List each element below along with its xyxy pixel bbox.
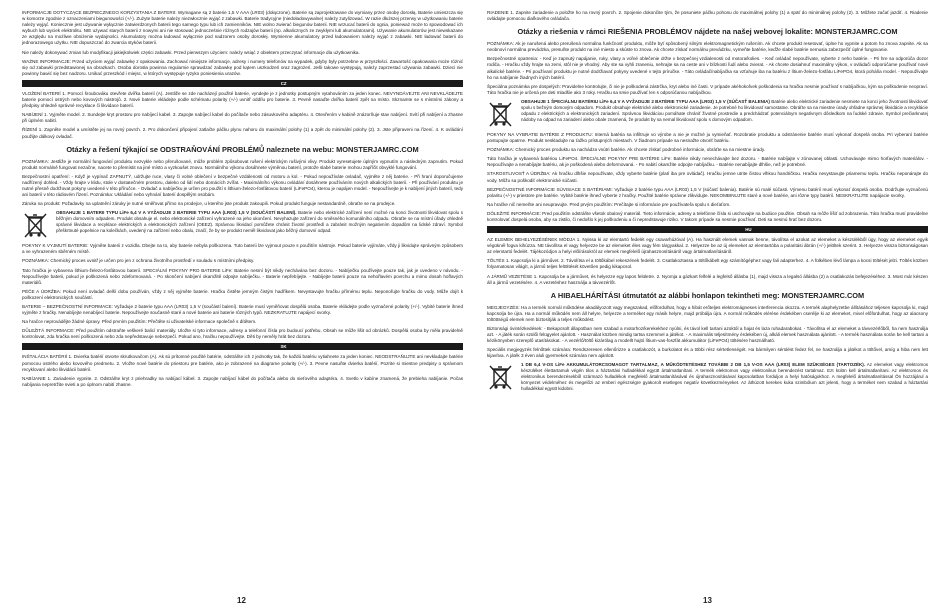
cz-recycling-box — [22, 210, 463, 240]
hu-instructions — [487, 237, 928, 286]
sk-notes — [487, 41, 928, 96]
text-paragraph: A JÁRMŰ VEZETÉSE 1. Kapcsolja be a járművet, és helyezze egy lapos felületre. 2. Nyomja a gázkart felfelé a legfelső állásba (1), majd vissza a legalsó állásba (2) a csatlakozás befejezéséhez. 3. Most már készen áll a jármű vezetésére. 4. A vezetéshez használja a távvezérlőt. — [487, 273, 928, 285]
page-number-right: 13 — [703, 596, 712, 605]
hu-notes — [487, 305, 928, 360]
text-paragraph: Bezpečnostné opatrenia: - Keď je zapnutý napájanie, ruky, vlasy a voľné oblečenie držte v bezpečnej vzdialenosti od motora/kolies. - Keď ovládač nepoužívate, vyberte z neho batérie. - Pri hre sa odporúča dozor rodiča. - Hračku vždy hrajte na zemi, stôl nie je vhodný. Aby ste sa vyhli zraneniu, nehrajte sa na ceste ani v blízkosti ľudí alebo zvierat. - Ak chcete dosiahnuť maximálny výkon, v ovládači odporúčame používať nové alkalické batérie. - Pri používaní produktu je nutné dodržiavať pokyny uvedené v tejto príručke. - Táto ovládač/nabíjačka sa vzťahuje iba na batériu z lítium-železo-fosfátu LiFePO4, ktorá poháňa model. - Nepoužívajte ho na nabíjanie žiadnych iných batérií. — [487, 56, 928, 80]
language-code-sk: SK — [280, 344, 287, 350]
sk-box-body: Batérie alebo elektrické zariadenie nesmiete na konci jeho životnosti likvidovať spolu s bežným domovým odpadom. Produkt obsahuje elektrické alebo elektronické zariadenie. Je potrebné ho likvidovať samostatne. Obráťte sa na miestne úrady ohľadne správnej likvidácie a recyklácie odpadu z elektrických a elektronických zariadení. Správnou likvidáciou pomáhate chrániť životné prostredie a predchádzať potenciálnym negatívnym dôsledkom na ľudské zdravie. Symbol prečiarknutej nádoby na odpad na zariadení alebo obale znamená, že produkt by sa nemal likvidovať spolu s domovým odpadom. — [521, 98, 928, 122]
sk-recycling-box — [487, 99, 928, 129]
text-paragraph: Na hračke nič nemeňte ani neupravujte. Pred prvým použitím: Prečítajte si informácie pre používateľa spolu s dieťaťom. — [487, 201, 731, 207]
hu-recycling-text — [521, 362, 928, 392]
cz-notes — [22, 159, 463, 208]
text-paragraph: POZNÁMKA: Ak je narušená alebo prerušená normálna funkčnosť produktu, môže byť spôsobený silným elektromagnetickým rušením. Ak chcete produkt resetovať, úplne ho vypnite a potom ho znova zapnite. Ak sa neobnoví normálna prevádzka, presuňte produkt na iné miesto a skúste to znova. Ak chcete získať normálnu prevádzku, vymeňte batérie, keďže slabé batérie nemusia zabezpečiť úplné fungovanie. — [487, 41, 928, 53]
language-bar-cz — [22, 80, 463, 87]
text-paragraph: WAŻNE INFORMACJE: Przed użyciem wyjąć zabawkę z opakowania. Zachować niniejsze informacje, adresy i numery telefonów na wypadek, gdyby były potrzebne w przyszłości. Zawartość opakowania może różnić się od zabawki przedstawionej na obrazkach. Osoba dorosła powinna regularnie sprawdzać zabawkę pod kątem uszkodzeń oraz zagrożeń. Jeśli takowe występują, należy zaprzestać używania zabawki. Dzieci nie powinny bawić się bez nadzoru. Unikać przeszkód i miejsc, w których występuje ryzyko poniesienia urazów. — [22, 58, 463, 76]
text-paragraph: Záruka na produkt: Požadavky na uplatnění záruky je nutné směřovat přímo na prodejce, u kterého jste produkt zakoupili. Pokud produkt funguje nestandardně, obraťte se na prodejce. — [22, 201, 396, 207]
crossed-bin-icon — [487, 362, 515, 392]
text-paragraph: AZ ELEMEK BEHELYEZÉSÉNEK MÓDJA 1. Nyissa ki az elemtartó fedelét egy csavarhúzóval (A). Ha használt elemek vannak benne, távolítsa el azokat az elemeket a készülékből úgy, hogy az elemeket egyik végüknél fogva kihúzza. NE távolítsa el vagy helyezze be az elemeket éles vagy fém tárgyakkal. 2. Helyezze be az új elemeket az elemtartóba a polaritási ábrán (+/-) jelöltek szerint. 3. Helyezze vissza biztonságosan az elemtartó fedelét. Tájékozódjon a helyi előírásokról az elemek megfelelő újrahasznosításáról vagy ártalmatlanításáról. — [487, 237, 928, 255]
text-paragraph: DŮLEŽITÁ INFORMACE: Před použitím odstraňte veškeré balicí materiály. Uložte si tyto informace, adresy a telefonní čísla pro budoucí potřebu. Obsah se může lišit od obrázků. Dospělá osoba by měla pravidelně kontrolovat, zda hračka není poškozená nebo zda nepředstavuje nebezpečí. Pokud ano, hračku nepoužívejte. Děti by neměly hrát bez dozoru. — [22, 328, 463, 340]
sk-instructions — [22, 354, 463, 387]
sk-recycling-text — [521, 99, 928, 129]
text-paragraph: BEZPEČNOSTNÉ INFORMÁCIE SÚVISIACE S BATÉRIAMI: Vyžaduje 2 batérie typu AAA (LR03) 1,5 V (súčasť balenia). Batérie sú malé súčasti. Výmenu batérií musí vykonať dospelá osoba. Dodržujte vyznačenú polaritu (+/-) v priestore pre batérie. Vybité batérie ihneď vyberte z hračky. Použité batérie správne zlikvidujte. NEKOMBINUJTE staré a nové batérie, ani rôzne typy batérií. NESKRATUJTE napájacie svorky. — [487, 186, 928, 198]
cz-recycling-text — [56, 210, 463, 240]
text-paragraph: BATERIE – BEZPEČNOSTNÍ INFORMACE: Vyžaduje 2 baterie typu AAA (LR03) 1,5 V (součástí balení). Baterie musí vyměňovat dospělá osoba. Baterie vkládejte podle vyznačené polarity (+/-). Vybité baterie ihned vyjměte z hračky. Nenabíjejte nenabíjecí baterie. Nepoužívejte současně staré a nové baterie ani baterie různých typů. NEZKRATUJTE napájecí svorky. — [22, 304, 463, 316]
text-paragraph: Speciális megjegyzés felnőttek számára: Rendszeresen ellenőrizze a csatlakozót, a burkolatot és a többi rész sértetlenségét. Ha bármilyen sérülést fedez fel, ne használja a játékot a töltővel, amíg a hiba nem lett kijavítva. A játék 3 éven aluli gyermekek számára nem ajánlott. — [487, 347, 928, 359]
text-paragraph: NABÍJANIE 1. Zariadenie vypnite. 2. Odstráňte kryt z priehradky na nabíjací kábel. 3. Zapojte nabíjací kábel do počítača alebo do sieťového adaptéra. 4. Svetlo v kabíne znamená, že prebieha nabíjanie. Počas nabíjania nepretržite svieti a po úplnom nabití zhasne. — [22, 375, 463, 387]
cz-battery-removal — [22, 243, 463, 264]
text-paragraph: INFORMACJE DOTYCZĄCE BEZPIECZNEGO KORZYSTANIA Z BATERII: Wymagane są 2 baterie 1,5 V AAA (LR03) (dołączone). Baterie są zaprojektowane do wymiany przez osobę dorosłą. Baterie umieszcza się w komorze zgodnie z oznaczeniami biegunowości (+/-). Zużyte baterie należy niezwłocznie wyjąć z zabawki. Baterie tradycyjne (niedoładowywalne) należy zutylizować. W razie dłuższej przerwy w użytkowaniu baterie należy wyjąć. Koniecznie jest używanie wyłącznie zatwierdzonych baterii tego samego typu lub ich zamienników. NIE wolno zwierać biegunów baterii. NIE wrzucać baterii do ognia, ponieważ może to spowodować ich wybuch lub wyciek elektrolitu. NIE używać starych baterii z nowymi ani nie stosować jednocześnie różnych rodzajów baterii (np. alkalicznych ze zwykłymi lub akumulatorami). Używanie akumulatorów jest niewskazane ze względu na możliwe obniżenie wydajności. Akumulatory można ładować wyłącznie pod nadzorem osoby dorosłej. Wymienne akumulatory przed ładowaniem należy wyjąć z zabawki. NIE ładować baterii do jednorazowego użytku. NIE dopuszczać do zwarcia styków baterii. — [22, 10, 463, 46]
hu-box-title: 1 DB 6,4 V-OS LiFe AKKUMULÁTORCSOMAGOT TARTALMAZ, A MŰKÖDTETÉSHEZ TOVÁBBI 2 DB 1,5 V-OS AAA (LR03) ELEM SZÜKSÉGES (TARTOZÉK). — [521, 362, 865, 368]
language-bar-hu — [487, 226, 928, 233]
language-bar-sk — [22, 343, 463, 350]
text-paragraph: Špeciálna poznámka pre dospelých: Pravidelne kontrolujte, či nie je poškodená zástrčka, kryt alebo iné časti. V prípade akéhokoľvek poškodenia sa hračka nesmie používať s nabíjačkou, kým sa poškodenie neopraví. Táto hračka nie je určená pre deti mladšie ako 3 roky. Hračku sa smie používať len s odporúčanou nabíjačkou. — [487, 83, 928, 95]
text-paragraph: ŘÍZENÍ 1. Zapněte model a umístěte jej na rovný povrch. 2. Pro dokončení připojení zatlačte páčku plynu nahoru do maximální polohy (1) a zpět do minimální polohy (2). 3. Jste připraveni na řízení. 4. K ovládání použijte dálkový ovladač. — [22, 127, 463, 139]
hu-box-body: Az elemeket vagy elektromos készüléket élettartamuk végén tilos a háztartási hulladékkal együtt ártalmatlanítani. A termék elektromos vagy elektronikus berendezést tartalmaz. Ezt külön kell ártalmatlanítani. Az elektromos és elektronikus berendezésekből származó hulladékok megfelelő ártalmatlanításával és újrahasznosításával kapcsolatban forduljon a helyi hatóságokhoz. A megfelelő ártalmatlanítással Ön hozzájárul a környezet védelméhez és megelőzi az emberi egészségre gyakorolt esetleges negatív következményeket. Az áthúzott kerekes kuka szimbólum azt jelenti, hogy a terméket nem szabad a háztartási hulladékkal együtt kidobni. — [521, 362, 928, 392]
sk-steering-section — [487, 10, 928, 22]
text-paragraph: Táto hračka je vybavená batériou LiFePO4. ŠPECIÁLNE POKYNY PRE BATÉRIE LiFe: Batérie nikdy nenechávajte bez dozoru. - Batérie nabíjajte v zónovanej oblasti. Uchovávajte mimo horľavých materiálov. - Nepoužívajte a nenabíjajte batériu, ak je poškodená alebo deformovaná. - Po nabití okamžite odpojte nabíjačku. - Batérie nenabíjajte dlhšie, než je potrebné. — [487, 156, 928, 168]
language-code-cz: CZ — [280, 80, 287, 86]
text-paragraph: RIADENIE 1. Zapnite zariadenie a položte ho na rovný povrch. 2. Spojenie dokončite tým, že posuniete páčku pohonu do maximálnej polohy (1) a späť do minimálnej polohy (2). 3. Môžete začať jazdiť. 4. Riadenie ovládajte pomocou diaľkového ovládača. — [487, 10, 928, 22]
text-paragraph: STAROSTLIVOSŤ A ÚDRŽBA: Ak hračku dlhšie nepoužívate, vždy vyberte batérie (platí iba pre ovládač). Hračku jemne utrite čistou vlhkou handričkou. Hračku nevystavujte priamemu teplu. Hračku neponárajte do vody. Môžu sa poškodiť elektronické súčasti. — [487, 171, 928, 183]
text-paragraph: Na hračce neprovádějte žádné úpravy. Před prvním použitím: Přečtěte si uživatelské informace společně s dítětem. — [22, 319, 257, 325]
right-page — [475, 0, 950, 609]
text-paragraph: POKYNY NA VYBRATIE BATÉRIE Z PRODUKTU: Interná batéria sa infiltruje vo výrobe a nie je možné ju vymieňať. Rozobratie produktu a odstránenie batérie musí vykonať dospelá osoba. Pri vyberaní batérie postupujte opatrne. Produkt neskladujte na ťažko prístupných miestach. V žiadnom prípade sa nesnažte otvoriť batériu. — [487, 131, 928, 144]
text-paragraph: POZNÁMKA: Jestliže je normální fungování produktu nezvykle nebo přerušované, může problém způsobovat rušení elektrickým rušivými vlivy. Produkt vyresetujete úplným vypnutím a následným zapnutím. Pokud produkt normálně fungovat nezačne, nacete to přemístit na jiné místo a vyzkoušet znovu. Normálního výkonu dosáhnete výměnou baterií, protože slabé baterie mohou zapříčit obvyklé fungování. — [22, 158, 463, 170]
sk-battery-care-safety — [487, 132, 928, 223]
cz-care-safety — [22, 268, 463, 341]
hu-recycling-box — [487, 362, 928, 392]
text-paragraph: POZNÁMKA: Chemický proces uvnitř je určen pro jen z ochrana životního prostředí v souladu s místními předpisy. — [22, 258, 255, 264]
left-intro-section — [22, 10, 463, 77]
text-paragraph: INŠTALÁCIA BATÉRIÍ 1. Dvierka batérií otvorte skrutkovačom (A). Ak sú prítomné použité batérie, odstráňte ich z jednotky tak, že každú batériu vytiahnete za jeden koniec. NEODSTRAŇUJTE ani nevkladajte batérie pomocou ostrého alebo kovového predmetu. 2. Vložte nové batérie do priestoru pre batérie, ako je zobrazené na diagrame polarity (+/-). 3. Pevne nasuňte dvierka batérií. Pozrite si miestne predpisy o správnom recyklovaní alebo likvidácii batérií. — [22, 354, 463, 372]
cz-instructions — [22, 91, 463, 140]
crossed-bin-icon — [22, 210, 50, 240]
text-paragraph: Tato hračka je vybavena lithium-železo-fosfátovou baterií. SPECIÁLNÍ POKYNY PRO BATERIE LiFe: Baterie nesmí být nikdy nechávána bez dozoru. - Nabíječku používejte pouze tak, jak je uvedeno v návodu. - Nepoužívejte baterii, pokud je poškozená nebo zdeformovaná. - Po skončení nabíjení okamžitě odpojte nabíječku. - Baterie nepřebíjejte. - Nabíjejte baterii pouze na nehořlavém povrchu a mimo dosah hořlavých materiálů. — [22, 267, 463, 285]
cz-box-body: Baterie nebo elektrické zařízení není možné na konci životnosti likvidovat spolu s běžným domovním odpadem. Produkt obsahuje el. nebo elektronické zařízení vyhrazené na jeho ukončení. Nevyhazujte zařízení do směsného komunálního odpadu. Obraťte se na místní úřady ohledně správné likvidace a recyklace elektrických a elektronických zařízení (OEEZ). Správnou likvidací pomůžete chránit životní prostředí a zabránit možným negativním dopadům na lidské zdraví. Symbol přeškrtnuté popelnice na kolečkách, uvedený na zařízení nebo obalu, značí, že by se produkt neměl likvidovat jako běžný domovní odpad. — [56, 210, 463, 233]
text-paragraph: Nie należy dokonywać zmian lub modyfikacji jakiejkolwiek części zabawki. Przed pierwszym użyciem: należy wsiąć z obiektem przeczytać informacje dla użytkownika. — [22, 49, 360, 55]
text-paragraph: Biztonsági óvintézkedések: - Bekapcsolt állapotban nem szabad a motorhoz/kerekekhez nyúlni, és távol kell tartani azoktól a hajat és laza ruhadarabokat. - Távolítsa el az elemeket a távvezérlőből, ha nem használja azt. - A játék során szülői felügyelet ajánlott. - Használat közben mindig tartsa szemmel a játékot. - A maximális teljesítmény érdekében új, alkáli elemek használata ajánlott. - A termék használata során be kell tartani a kézikönyvben szereplő utasításokat. - A vezérlő/töltő kizárólag a modellt hajtó lítium-vas-foszfát akkumulátor (LiFePO4) töltésére használható. — [487, 326, 928, 344]
text-paragraph: POZNÁMKA: Chemický proces produktu sa nachádza vnútri batérie. Ak chcete získať podrobné informácie, obráťte sa na miestne úrady. — [487, 147, 766, 153]
sk-box-title: OBSAHUJE 1 ŠPECIÁLNU BATÉRIU LiFe 6,4 V A VYŽADUJE 2 BATÉRIE TYPU AAA (LR03) 1,5 V (SÚČASŤ BALENIA) — [521, 98, 770, 104]
cz-box-title: OBSAHUJE 1 BATERII TYPU LiFe 6,4 V A VYŽADUJE 2 BATERIE TYPU AAA (LR03) 1,5 V (SOUČÁSTÍ BALENÍ). — [56, 210, 297, 216]
text-paragraph: DÔLEŽITÉ INFORMÁCIE: Pred použitím odstráňte všetok obalový materiál. Tieto informácie, adresy a telefónne čísla si uschovajte na budúce použitie. Obsah sa môže líšiť od zobrazenia. Táto hračka musí pravidelne kontrolovať dospelá osoba, aby sa zistilo, či nedošlo k jej poškodeniu a či nepredstavuje riziko. V takom prípade sa nesmie používať. Deti sa nesmú hrať bez dozoru. — [487, 210, 928, 222]
text-paragraph: VLOŽENÍ BATERIÍ 1. Pomocí šroubováku otevřete dvířka baterií (A). Jestliže se zde nacházejí použité baterie, vyndejte je z jednotky postupným vytahováním za jeden konec. NEVYNDÁVEJTE ANI NEVKLÁDEJTE baterie pomocí ostrých nebo kovových nástrojů. 2. Nové baterie vkládejte podle schématu polarity (+/-) uvnitř oddílu pro baterie. 3. Pevně nasaďte dvířka baterií zpět na místo. Skznamte se s místními zákony a předpisy ohledně správné recyklace či likvidace baterií. — [22, 90, 463, 109]
text-paragraph: POKYNY K VYJMUTÍ BATERIE: Vyjměte baterii z vozidla. Dbejte na to, aby baterie nebyla poškozena. Tuto baterii lze vyjmout pouze s použitím nástroje. Pokud baterie vyjímáte, vždy ji likvidujte správným způsobem a ve vyhrazeném sběrném místě. — [22, 243, 463, 255]
page-number-left: 12 — [237, 596, 246, 605]
hu-troubleshooting-title: A HIBAELHÁRÍTÁSI útmutatót az alábbi honlapon tekintheti meg: MONSTERJAMRC.COM — [550, 290, 865, 300]
text-paragraph: PÉČE A ÚDRŽBA: Pokud není ovladač delší dobu používán, vždy z něj vyjměte baterie. Hračku čistěte jemným čistým hadříkem. Nevystavujte hračku přímému teplu. Neponořujte hračku do vody. Může dojít k poškození elektronických součástí. — [22, 288, 463, 300]
text-paragraph: NABÍJENÍ 1. Vyjměte model. 2. Sundejte kryt prostoru pro nabíjecí kabel. 3. Zapojte nabíjecí kabel do počítače nebo zásuvkového adaptéru. 4. Otevřením v kabině znázorňuje stav nabíjení. Svítí při nabíjení a zhasne při úplném nabití. — [22, 112, 463, 124]
text-paragraph: MEGJEGYZÉS: Ha a termék normál működése akadályozott vagy megszakad, előfordulhat, hogy a hibát erőteljes elektromágneses interferencia okozza. A termék alaphelyzetbe állításához teljesen kapcsolja ki, majd kapcsolja be újra. Ha a normál működés nem áll helyre, helyezze a terméket egy másik helyre, majd próbálja újra. A normál működés elérése érdekében cserélje ki az elemeket, mivel előfordulhat, hogy az alacsony töltöttségű elemek nem biztosítják a teljes működést. — [487, 304, 928, 322]
crossed-bin-icon — [487, 99, 515, 129]
sk-troubleshooting-title: Otázky a riešenia v rámci RIEŠENIA PROBLÉMOV nájdete na našej webovej lokalite: MONSTERJAMRC.COM — [517, 27, 898, 37]
text-paragraph: Bezpečnostní opatření: - Když je vypínač ZAPNUTÝ, udržujte ruce, vlasy či volné oblečení v bezpečné vzdálenosti od motoru a kol. - Pokud nepoužíváte ovladač, vyjměte z něj baterie. - Při hraní doporučujeme nadřízený dohled. - Vždy hrajte v klidu, stole v dostatečném prostoru, daleko od lidí nebo domácích zvířat. - Maximálního výkonu ovládání dosáhnete používáním nových alkalických baterií. - Při používání produktu je nutné přesně dodržovat pokyny uvedené v této příručce. - Ovladač a nabíječku je určen pro použití s lithium-železo-fosfátovou baterií (LiFePO4), kterou je napájen model. - Nepoužívejte je k nabíjení jiných baterií, tedy ani baterií v této rádiovém řízení. Poznámka: Ukládání nebo vyhnání baterií dospělým osobám. — [22, 173, 463, 198]
language-code-hu: HU — [745, 227, 752, 233]
cz-troubleshooting-title: Otázky a řešení týkající se ODSTRAŇOVÁNÍ PROBLÉMŮ naleznete na webu: MONSTERJAMRC.COM — [66, 144, 419, 154]
text-paragraph: TÖLTÉS 1. Kapcsolja ki a járművet. 2. Távolítsa el a töltőkábel rekeszének fedelét. 3. Csatlakoztassa a töltőkábelt egy számítógéphez vagy fali adapterhez. 4. A fülkében lévő lámpa a kocsi töltését jelzi. Töltés közben folyamatosan világít, a jármű teljes feltöltését követően pedig kikapcsol. — [487, 258, 928, 270]
